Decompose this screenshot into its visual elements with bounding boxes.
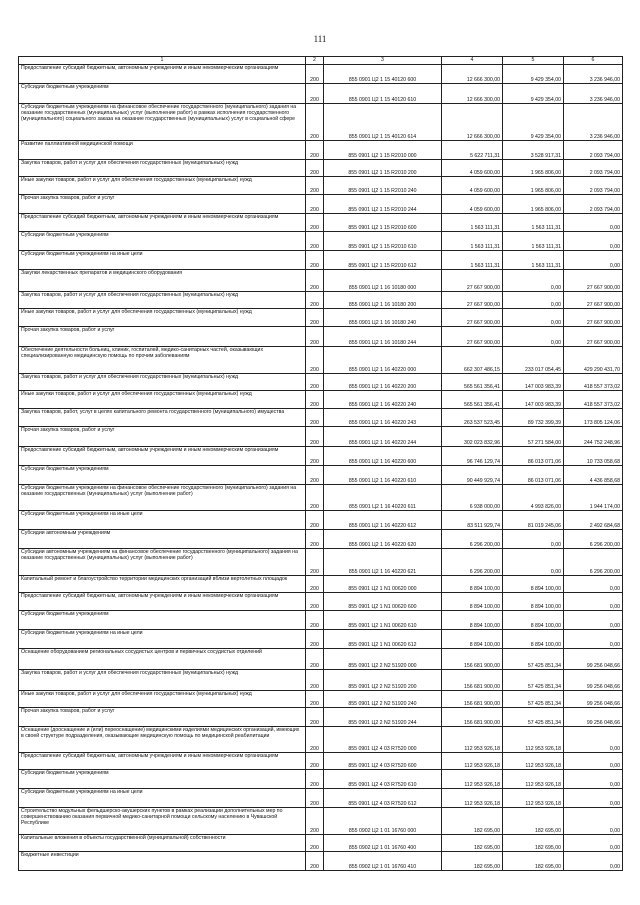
row-kbk-cell: 855 0901 Ц2 4 03 R7520 610: [324, 770, 442, 789]
row-exec-cell: 57 425 851,34: [503, 708, 564, 727]
row-name-cell: Иные закупки товаров, работ и услуг для обеспечения государственных (муниципальных) нужд: [19, 691, 306, 708]
row-name-cell: Закупка товаров, работ и услуг для обеспечения государственных (муниципальных) нужд: [19, 160, 306, 177]
row-plan-cell: 1 563 111,31: [442, 232, 503, 251]
row-code-cell: 200: [306, 649, 324, 670]
row-kbk-cell: 855 0901 Ц2 1 15 R2010 000: [324, 141, 442, 160]
row-exec-cell: 182 695,00: [503, 808, 564, 835]
row-rest-cell: 99 256 048,66: [564, 691, 623, 708]
row-name-cell: Субсидии бюджетным учреждениям на иные цели: [19, 630, 306, 649]
table-body: [19, 65, 623, 871]
row-name-cell: Иные закупки товаров, работ и услуг для обеспечения государственных (муниципальных) нужд: [19, 309, 306, 327]
row-rest-cell: 0,00: [564, 214, 623, 232]
row-exec-cell: 57 425 851,34: [503, 691, 564, 708]
row-kbk-cell: 855 0901 Ц2 1 15 R2010 612: [324, 251, 442, 270]
row-kbk-cell: 855 0901 Ц2 1 16 40220 200: [324, 374, 442, 391]
row-kbk-cell: 855 0901 Ц2 1 15 40120 610: [324, 84, 442, 104]
row-plan-cell: 83 511 929,74: [442, 511, 503, 530]
row-kbk-cell: 855 0901 Ц2 4 03 R7520 000: [324, 727, 442, 753]
row-exec-cell: 57 425 851,34: [503, 670, 564, 691]
row-plan-cell: 12 666 300,00: [442, 104, 503, 141]
table-row: [19, 447, 623, 466]
row-plan-cell: 182 695,00: [442, 852, 503, 871]
row-kbk-cell: 855 0901 Ц2 1 15 40120 600: [324, 65, 442, 84]
row-rest-cell: 429 290 431,70: [564, 347, 623, 374]
row-plan-cell: 4 059 600,00: [442, 177, 503, 195]
row-plan-cell: 8 894 100,00: [442, 611, 503, 630]
table-row: [19, 309, 623, 327]
row-kbk-cell: 855 0901 Ц2 1 N1 00620 000: [324, 576, 442, 593]
table-row: [19, 104, 623, 141]
row-kbk-cell: 855 0901 Ц2 1 16 40220 243: [324, 409, 442, 427]
row-code-cell: 200: [306, 374, 324, 391]
row-name-cell: Обеспечение деятельности больниц, клиник, госпиталей, медико-санитарных частей, оказывающих специализированную медицинскую помощь по прочим заболеваниям: [19, 347, 306, 374]
row-plan-cell: 6 938 000,00: [442, 485, 503, 511]
row-exec-cell: 8 894 100,00: [503, 576, 564, 593]
row-rest-cell: 2 492 684,68: [564, 511, 623, 530]
row-name-cell: Закупка товаров, работ, услуг в целях капитального ремонта государственного (муниципального) имущества: [19, 409, 306, 427]
row-rest-cell: 27 667 900,00: [564, 292, 623, 309]
row-name-cell: Субсидии бюджетным учреждениям на финансовое обеспечение государственного (муниципального) задания на оказание государственных (муниципальных) услуг (выполнение работ) в рамках исполнения государственного (муниципального) социального заказа на оказание государственных (муниципальных) услуг в социальной сфере: [19, 104, 306, 141]
table-row: [19, 292, 623, 309]
budget-execution-table: [18, 56, 623, 871]
row-rest-cell: 0,00: [564, 753, 623, 770]
row-plan-cell: 1 563 111,31: [442, 251, 503, 270]
row-plan-cell: 302 023 832,96: [442, 427, 503, 447]
table-row: [19, 195, 623, 214]
row-code-cell: 200: [306, 770, 324, 789]
header-cell-kbk: 3: [324, 57, 442, 65]
row-plan-cell: 4 059 600,00: [442, 160, 503, 177]
row-plan-cell: 565 561 356,41: [442, 374, 503, 391]
row-kbk-cell: 855 0901 Ц2 1 15 R2010 600: [324, 214, 442, 232]
table-row: [19, 770, 623, 789]
row-kbk-cell: 855 0901 Ц2 1 16 40220 620: [324, 530, 442, 549]
row-code-cell: 200: [306, 141, 324, 160]
row-kbk-cell: 855 0901 Ц2 1 16 40220 600: [324, 447, 442, 466]
row-code-cell: 200: [306, 753, 324, 770]
row-plan-cell: 27 667 900,00: [442, 309, 503, 327]
row-rest-cell: 244 752 248,96: [564, 427, 623, 447]
row-code-cell: 200: [306, 251, 324, 270]
row-exec-cell: 0,00: [503, 549, 564, 576]
table-row: [19, 391, 623, 409]
row-kbk-cell: 855 0901 Ц2 2 N2 51920 000: [324, 649, 442, 670]
row-code-cell: 200: [306, 327, 324, 347]
row-name-cell: Субсидии бюджетным учреждениям на финансовое обеспечение государственного (муниципального) задания на оказание государственных (муниципальных) услуг (выполнение работ): [19, 485, 306, 511]
row-name-cell: Субсидии бюджетным учреждениям: [19, 611, 306, 630]
row-name-cell: Предоставление субсидий бюджетным, автономным учреждениям и иным некоммерческим организациям: [19, 65, 306, 84]
row-exec-cell: 0,00: [503, 292, 564, 309]
table-row: [19, 347, 623, 374]
row-code-cell: 200: [306, 309, 324, 327]
row-plan-cell: 112 953 926,18: [442, 727, 503, 753]
row-name-cell: Предоставление субсидий бюджетным, автономным учреждениям и иным некоммерческим организациям: [19, 214, 306, 232]
row-name-cell: Прочая закупка товаров, работ и услуг: [19, 427, 306, 447]
table-row: [19, 611, 623, 630]
row-exec-cell: 86 013 071,06: [503, 466, 564, 485]
row-code-cell: 200: [306, 447, 324, 466]
row-exec-cell: 8 894 100,00: [503, 593, 564, 611]
row-name-cell: Предоставление субсидий бюджетным, автономным учреждениям и иным некоммерческим организациям: [19, 753, 306, 770]
row-kbk-cell: 855 0901 Ц2 1 16 40220 000: [324, 347, 442, 374]
header-cell-rest: 6: [564, 57, 623, 65]
table-row: [19, 708, 623, 727]
row-rest-cell: 1 944 174,00: [564, 485, 623, 511]
table-header-row: [19, 57, 623, 65]
row-code-cell: 200: [306, 593, 324, 611]
row-kbk-cell: 855 0901 Ц2 1 16 10180 200: [324, 292, 442, 309]
row-name-cell: Предоставление субсидий бюджетным, автономным учреждениям и иным некоммерческим организациям: [19, 593, 306, 611]
row-name-cell: Прочая закупка товаров, работ и услуг: [19, 327, 306, 347]
row-name-cell: Иные закупки товаров, работ и услуг для обеспечения государственных (муниципальных) нужд: [19, 391, 306, 409]
row-exec-cell: 112 953 926,18: [503, 727, 564, 753]
row-plan-cell: 112 953 926,18: [442, 753, 503, 770]
row-kbk-cell: 855 0901 Ц2 2 N2 51920 200: [324, 670, 442, 691]
row-plan-cell: 27 667 900,00: [442, 270, 503, 292]
table-row: [19, 270, 623, 292]
row-name-cell: Субсидии бюджетным учреждениям: [19, 770, 306, 789]
row-plan-cell: 6 296 200,00: [442, 549, 503, 576]
row-name-cell: Субсидии бюджетным учреждениям: [19, 232, 306, 251]
table-row: [19, 727, 623, 753]
table-row: [19, 141, 623, 160]
row-code-cell: 200: [306, 530, 324, 549]
row-kbk-cell: 855 0901 Ц2 4 03 R7520 612: [324, 789, 442, 808]
row-name-cell: Закупка товаров, работ и услуг для обеспечения государственных (муниципальных) нужд: [19, 670, 306, 691]
row-name-cell: Развитие паллиативной медицинской помощи: [19, 141, 306, 160]
row-kbk-cell: 855 0901 Ц2 2 N2 51920 244: [324, 708, 442, 727]
table-row: [19, 593, 623, 611]
row-exec-cell: 233 017 054,45: [503, 347, 564, 374]
row-exec-cell: 3 528 917,31: [503, 141, 564, 160]
row-kbk-cell: 855 0901 Ц2 1 16 10180 240: [324, 309, 442, 327]
row-kbk-cell: 855 0902 Ц2 1 01 16760 000: [324, 808, 442, 835]
row-code-cell: 200: [306, 549, 324, 576]
row-code-cell: 200: [306, 485, 324, 511]
row-rest-cell: 99 256 048,66: [564, 670, 623, 691]
row-plan-cell: 182 695,00: [442, 835, 503, 852]
row-code-cell: 200: [306, 409, 324, 427]
table-row: [19, 177, 623, 195]
row-exec-cell: 112 953 926,18: [503, 753, 564, 770]
table-row: [19, 670, 623, 691]
table-row: [19, 214, 623, 232]
row-name-cell: Прочая закупка товаров, работ и услуг: [19, 708, 306, 727]
row-code-cell: 200: [306, 84, 324, 104]
table-row: [19, 530, 623, 549]
table-row: [19, 691, 623, 708]
table-row: [19, 232, 623, 251]
row-rest-cell: 3 236 946,00: [564, 65, 623, 84]
row-rest-cell: 0,00: [564, 251, 623, 270]
row-plan-cell: 4 059 600,00: [442, 195, 503, 214]
table-row: [19, 649, 623, 670]
row-name-cell: Иные закупки товаров, работ и услуг для обеспечения государственных (муниципальных) нужд: [19, 177, 306, 195]
row-name-cell: Субсидии бюджетным учреждениям на иные цели: [19, 511, 306, 530]
row-rest-cell: 0,00: [564, 808, 623, 835]
row-exec-cell: 57 271 584,00: [503, 427, 564, 447]
row-kbk-cell: 855 0901 Ц2 2 N2 51920 240: [324, 691, 442, 708]
row-exec-cell: 86 013 071,06: [503, 447, 564, 466]
row-rest-cell: 0,00: [564, 232, 623, 251]
row-kbk-cell: 855 0901 Ц2 1 16 40220 240: [324, 391, 442, 409]
row-exec-cell: 1 563 111,31: [503, 251, 564, 270]
row-exec-cell: 8 894 100,00: [503, 630, 564, 649]
table-row: [19, 835, 623, 852]
row-code-cell: 200: [306, 808, 324, 835]
row-rest-cell: 0,00: [564, 770, 623, 789]
row-kbk-cell: 855 0901 Ц2 1 15 40120 614: [324, 104, 442, 141]
row-code-cell: 200: [306, 270, 324, 292]
row-exec-cell: 89 732 399,39: [503, 409, 564, 427]
row-rest-cell: 0,00: [564, 630, 623, 649]
row-name-cell: Закупка товаров, работ и услуг для обеспечения государственных (муниципальных) нужд: [19, 292, 306, 309]
row-code-cell: 200: [306, 104, 324, 141]
row-name-cell: Субсидии бюджетным учреждениям на иные цели: [19, 251, 306, 270]
row-kbk-cell: 855 0901 Ц2 1 16 40220 612: [324, 511, 442, 530]
row-kbk-cell: 855 0901 Ц2 1 15 R2010 610: [324, 232, 442, 251]
row-exec-cell: 9 429 354,00: [503, 104, 564, 141]
row-plan-cell: 8 894 100,00: [442, 576, 503, 593]
row-exec-cell: 182 695,00: [503, 835, 564, 852]
row-name-cell: Капитальные вложения в объекты государственной (муниципальной) собственности: [19, 835, 306, 852]
row-exec-cell: 81 019 245,06: [503, 511, 564, 530]
row-exec-cell: 147 003 983,39: [503, 374, 564, 391]
row-plan-cell: 182 695,00: [442, 808, 503, 835]
header-cell-plan: 4: [442, 57, 503, 65]
row-exec-cell: 0,00: [503, 530, 564, 549]
row-plan-cell: 8 894 100,00: [442, 630, 503, 649]
row-rest-cell: 10 733 058,68: [564, 447, 623, 466]
row-kbk-cell: 855 0901 Ц2 1 N1 00620 612: [324, 630, 442, 649]
row-kbk-cell: 855 0901 Ц2 1 16 10180 244: [324, 327, 442, 347]
table-row: [19, 549, 623, 576]
row-exec-cell: 0,00: [503, 270, 564, 292]
row-plan-cell: 1 563 111,31: [442, 214, 503, 232]
row-rest-cell: 418 557 373,02: [564, 391, 623, 409]
row-kbk-cell: 855 0902 Ц2 1 01 16760 410: [324, 852, 442, 871]
table-row: [19, 511, 623, 530]
row-code-cell: 200: [306, 789, 324, 808]
row-kbk-cell: 855 0901 Ц2 1 N1 00620 610: [324, 611, 442, 630]
row-code-cell: 200: [306, 630, 324, 649]
row-exec-cell: 0,00: [503, 309, 564, 327]
row-exec-cell: 4 993 826,00: [503, 485, 564, 511]
row-code-cell: 200: [306, 466, 324, 485]
row-rest-cell: 0,00: [564, 852, 623, 871]
row-rest-cell: 27 667 900,00: [564, 270, 623, 292]
row-name-cell: Субсидии бюджетным учреждениям: [19, 466, 306, 485]
row-code-cell: 200: [306, 852, 324, 871]
table-row: [19, 576, 623, 593]
row-code-cell: 200: [306, 670, 324, 691]
row-rest-cell: 2 093 794,00: [564, 160, 623, 177]
row-code-cell: 200: [306, 160, 324, 177]
header-cell-name: 1: [19, 57, 306, 65]
row-rest-cell: 27 667 900,00: [564, 309, 623, 327]
row-name-cell: Строительство модульных фельдшерско-акушерских пунктов в рамках реализации дополнительных мер по совершенствованию оказания первичной медико-санитарной помощи сельскому населению в Чувашской Республике: [19, 808, 306, 835]
table-row: [19, 84, 623, 104]
row-code-cell: 200: [306, 292, 324, 309]
header-cell-code: 2: [306, 57, 324, 65]
row-plan-cell: 263 537 523,45: [442, 409, 503, 427]
row-kbk-cell: 855 0901 Ц2 1 16 40220 610: [324, 466, 442, 485]
row-kbk-cell: 855 0901 Ц2 1 15 R2010 244: [324, 195, 442, 214]
row-rest-cell: 4 436 858,68: [564, 466, 623, 485]
table-row: [19, 753, 623, 770]
row-name-cell: Закупки лекарственных препаратов и медицинского оборудования: [19, 270, 306, 292]
row-name-cell: Субсидии автономным учреждениям: [19, 530, 306, 549]
row-plan-cell: 12 666 300,00: [442, 84, 503, 104]
row-code-cell: 200: [306, 391, 324, 409]
row-rest-cell: 0,00: [564, 576, 623, 593]
row-code-cell: 200: [306, 195, 324, 214]
row-rest-cell: 6 296 200,00: [564, 530, 623, 549]
row-rest-cell: 27 667 900,00: [564, 327, 623, 347]
row-kbk-cell: 855 0902 Ц2 1 01 16760 400: [324, 835, 442, 852]
row-code-cell: 200: [306, 708, 324, 727]
row-name-cell: Прочая закупка товаров, работ и услуг: [19, 195, 306, 214]
table-row: [19, 251, 623, 270]
row-plan-cell: 27 667 900,00: [442, 292, 503, 309]
row-code-cell: 200: [306, 727, 324, 753]
row-plan-cell: 156 681 900,00: [442, 708, 503, 727]
row-plan-cell: 12 666 300,00: [442, 65, 503, 84]
row-name-cell: Субсидии бюджетным учреждениям на иные цели: [19, 789, 306, 808]
row-exec-cell: 1 965 806,00: [503, 195, 564, 214]
row-code-cell: 200: [306, 177, 324, 195]
row-plan-cell: 6 296 200,00: [442, 530, 503, 549]
row-rest-cell: 2 093 794,00: [564, 195, 623, 214]
row-exec-cell: 9 429 354,00: [503, 84, 564, 104]
row-name-cell: Закупка товаров, работ и услуг для обеспечения государственных (муниципальных) нужд: [19, 374, 306, 391]
row-rest-cell: 2 093 794,00: [564, 141, 623, 160]
row-plan-cell: 8 894 100,00: [442, 593, 503, 611]
row-code-cell: 200: [306, 511, 324, 530]
row-exec-cell: 8 894 100,00: [503, 611, 564, 630]
row-plan-cell: 90 449 929,74: [442, 466, 503, 485]
row-kbk-cell: 855 0901 Ц2 1 15 R2010 240: [324, 177, 442, 195]
table-row: [19, 485, 623, 511]
row-plan-cell: 156 681 900,00: [442, 670, 503, 691]
row-code-cell: 200: [306, 691, 324, 708]
row-kbk-cell: 855 0901 Ц2 1 16 40220 611: [324, 485, 442, 511]
row-code-cell: 200: [306, 232, 324, 251]
row-kbk-cell: 855 0901 Ц2 1 16 40220 244: [324, 427, 442, 447]
row-exec-cell: 1 965 806,00: [503, 177, 564, 195]
row-kbk-cell: 855 0901 Ц2 1 16 40220 621: [324, 549, 442, 576]
table-row: [19, 466, 623, 485]
row-rest-cell: 418 557 373,02: [564, 374, 623, 391]
table-row: [19, 427, 623, 447]
row-exec-cell: 57 425 851,34: [503, 649, 564, 670]
row-exec-cell: 182 695,00: [503, 852, 564, 871]
row-rest-cell: 3 236 946,00: [564, 84, 623, 104]
table-row: [19, 65, 623, 84]
row-kbk-cell: 855 0901 Ц2 1 16 10180 000: [324, 270, 442, 292]
row-plan-cell: 565 561 356,41: [442, 391, 503, 409]
row-rest-cell: 99 256 048,66: [564, 708, 623, 727]
row-plan-cell: 156 681 900,00: [442, 691, 503, 708]
row-plan-cell: 27 667 900,00: [442, 327, 503, 347]
row-code-cell: 200: [306, 576, 324, 593]
row-plan-cell: 5 622 711,31: [442, 141, 503, 160]
row-name-cell: Оснащение оборудованием региональных сосудистых центров и первичных сосудистых отделений: [19, 649, 306, 670]
row-name-cell: Капитальный ремонт и благоустройство территории медицинских организаций вблизи вертолетных площадок: [19, 576, 306, 593]
page-number: 111: [313, 34, 327, 44]
row-code-cell: 200: [306, 214, 324, 232]
row-name-cell: Предоставление субсидий бюджетным, автономным учреждениям и иным некоммерческим организациям: [19, 447, 306, 466]
row-kbk-cell: 855 0901 Ц2 4 03 R7520 600: [324, 753, 442, 770]
row-rest-cell: 0,00: [564, 835, 623, 852]
row-rest-cell: 0,00: [564, 789, 623, 808]
row-code-cell: 200: [306, 427, 324, 447]
row-exec-cell: 1 563 111,31: [503, 232, 564, 251]
table-row: [19, 630, 623, 649]
row-exec-cell: 0,00: [503, 327, 564, 347]
row-plan-cell: 662 307 486,15: [442, 347, 503, 374]
row-rest-cell: 173 805 124,06: [564, 409, 623, 427]
row-name-cell: Субсидии бюджетным учреждениям: [19, 84, 306, 104]
table-row: [19, 852, 623, 871]
row-name-cell: Бюджетные инвестиции: [19, 852, 306, 871]
row-rest-cell: 0,00: [564, 593, 623, 611]
row-exec-cell: 112 953 926,18: [503, 770, 564, 789]
row-plan-cell: 96 746 129,74: [442, 447, 503, 466]
row-name-cell: Оснащение (дооснащение и (или) переоснащение) медицинскими изделиями медицинских организаций, имеющих в своей структуре подразделения, оказывающие медицинскую помощь по медицинской реабилитации: [19, 727, 306, 753]
table-row: [19, 789, 623, 808]
table-row: [19, 374, 623, 391]
row-rest-cell: 0,00: [564, 727, 623, 753]
row-exec-cell: 112 953 926,18: [503, 789, 564, 808]
row-exec-cell: 147 003 983,39: [503, 391, 564, 409]
row-code-cell: 200: [306, 835, 324, 852]
header-cell-exec: 5: [503, 57, 564, 65]
row-rest-cell: 3 236 946,00: [564, 104, 623, 141]
row-kbk-cell: 855 0901 Ц2 1 N1 00620 600: [324, 593, 442, 611]
table-row: [19, 409, 623, 427]
row-rest-cell: 6 296 200,00: [564, 549, 623, 576]
row-plan-cell: 112 953 926,18: [442, 770, 503, 789]
row-rest-cell: 99 256 048,66: [564, 649, 623, 670]
row-rest-cell: 2 093 794,00: [564, 177, 623, 195]
row-code-cell: 200: [306, 611, 324, 630]
row-plan-cell: 112 953 926,18: [442, 789, 503, 808]
row-kbk-cell: 855 0901 Ц2 1 15 R2010 200: [324, 160, 442, 177]
row-plan-cell: 156 681 900,00: [442, 649, 503, 670]
table-row: [19, 808, 623, 835]
row-rest-cell: 0,00: [564, 611, 623, 630]
row-code-cell: 200: [306, 347, 324, 374]
row-code-cell: 200: [306, 65, 324, 84]
row-exec-cell: 1 563 111,31: [503, 214, 564, 232]
table-row: [19, 327, 623, 347]
row-exec-cell: 9 429 354,00: [503, 65, 564, 84]
row-exec-cell: 1 965 806,00: [503, 160, 564, 177]
table-row: [19, 160, 623, 177]
row-name-cell: Субсидии автономным учреждениям на финансовое обеспечение государственного (муниципального) задания на оказание государственных (муниципальных) услуг (выполнение работ): [19, 549, 306, 576]
